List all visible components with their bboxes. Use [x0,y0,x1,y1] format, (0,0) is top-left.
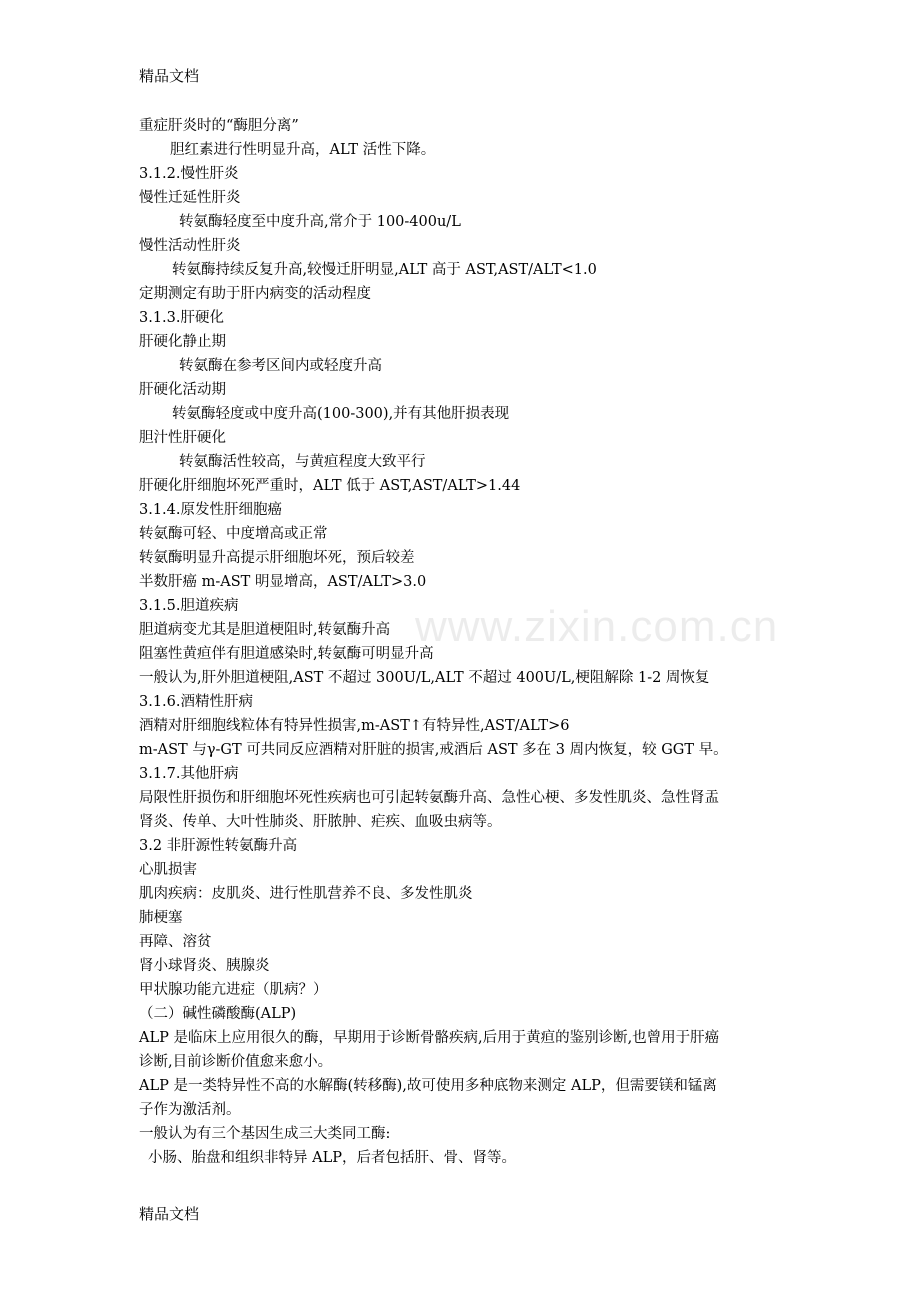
body-line: 一般认为,肝外胆道梗阻,AST 不超过 300U/L,ALT 不超过 400U/L,梗阻解除 1-2 周恢复 [139,670,710,686]
body-line: 转氨酶明显升高提示肝细胞坏死，预后较差 [139,550,415,566]
section-heading: 3.2 非肝源性转氨酶升高 [139,838,298,854]
body-line: 子作为激活剂。 [139,1102,241,1118]
body-line: ALP 是临床上应用很久的酶，早期用于诊断骨骼疾病,后用于黄疸的鉴别诊断,也曾用于肝癌 [139,1030,720,1046]
section-heading: （二）碱性磷酸酶(ALP) [139,1006,297,1022]
body-line: 局限性肝损伤和肝细胞坏死性疾病也可引起转氨酶升高、急性心梗、多发性肌炎、急性肾盂 [139,790,719,806]
body-line: 肺梗塞 [139,910,183,926]
section-heading: 3.1.4.原发性肝细胞癌 [139,502,283,518]
body-line: 半数肝癌 m-AST 明显增高，AST/ALT>3.0 [139,574,427,590]
body-line: 转氨酶持续反复升高,较慢迁肝明显,ALT 高于 AST,AST/ALT<1.0 [172,262,597,278]
section-heading: 3.1.7.其他肝病 [139,766,239,782]
body-line: 转氨酶轻度至中度升高,常介于 100-400u/L [179,214,461,230]
body-line: 再障、溶贫 [139,934,212,950]
body-line: 肝硬化肝细胞坏死严重时，ALT 低于 AST,AST/ALT>1.44 [139,478,521,494]
section-heading: 3.1.2.慢性肝炎 [139,166,239,182]
subsection-heading: 慢性迁延性肝炎 [139,190,241,206]
subsection-heading: 肝硬化静止期 [139,334,226,350]
subsection-heading: 胆汁性肝硬化 [139,430,226,446]
section-heading: 3.1.6.酒精性肝病 [139,694,254,710]
section-heading: 3.1.5.胆道疾病 [139,598,239,614]
body-line: 转氨酶轻度或中度升高(100-300),并有其他肝损表现 [172,406,510,422]
body-line: 甲状腺功能亢进症（肌病？） [139,982,328,998]
watermark-text: www.zixin.com.cn [415,602,779,651]
body-line: 定期测定有助于肝内病变的活动程度 [139,286,371,302]
body-line: 阻塞性黄疸伴有胆道感染时,转氨酶可明显升高 [139,646,434,662]
page-footer-label: 精品文档 [139,1205,200,1223]
body-line: m-AST 与γ-GT 可共同反应酒精对肝脏的损害,戒酒后 AST 多在 3 周内恢复，较 GGT 早。 [139,742,728,758]
body-line: 小肠、胎盘和组织非特异 ALP，后者包括肝、骨、肾等。 [148,1150,516,1166]
body-line: 肾小球肾炎、胰腺炎 [139,958,270,974]
body-line: ALP 是一类特异性不高的水解酶(转移酶),故可使用多种底物来测定 ALP，但需要镁和锰离 [139,1078,717,1094]
subsection-heading: 慢性活动性肝炎 [139,238,241,254]
body-line: 酒精对肝细胞线粒体有特异性损害,m-AST↑有特异性,AST/ALT>6 [139,718,570,734]
body-line: 肾炎、传单、大叶性肺炎、肝脓肿、疟疾、血吸虫病等。 [139,814,502,830]
document-body [139,114,789,1170]
subsection-heading: 肝硬化活动期 [139,382,226,398]
body-line: 转氨酶活性较高，与黄疸程度大致平行 [179,454,426,470]
body-line: 胆红素进行性明显升高，ALT 活性下降。 [170,142,436,158]
section-heading: 3.1.3.肝硬化 [139,310,225,326]
body-line: 转氨酶在参考区间内或轻度升高 [179,358,382,374]
body-line: 转氨酶可轻、中度增高或正常 [139,526,328,542]
page-header-label: 精品文档 [139,67,200,85]
body-line: 一般认为有三个基因生成三大类同工酶: [139,1126,391,1142]
body-line: 重症肝炎时的“酶胆分离” [139,118,299,134]
body-line: 心肌损害 [139,862,197,878]
body-line: 诊断,目前诊断价值愈来愈小。 [139,1054,333,1070]
body-line: 胆道病变尤其是胆道梗阻时,转氨酶升高 [139,622,391,638]
body-line: 肌肉疾病：皮肌炎、进行性肌营养不良、多发性肌炎 [139,886,473,902]
